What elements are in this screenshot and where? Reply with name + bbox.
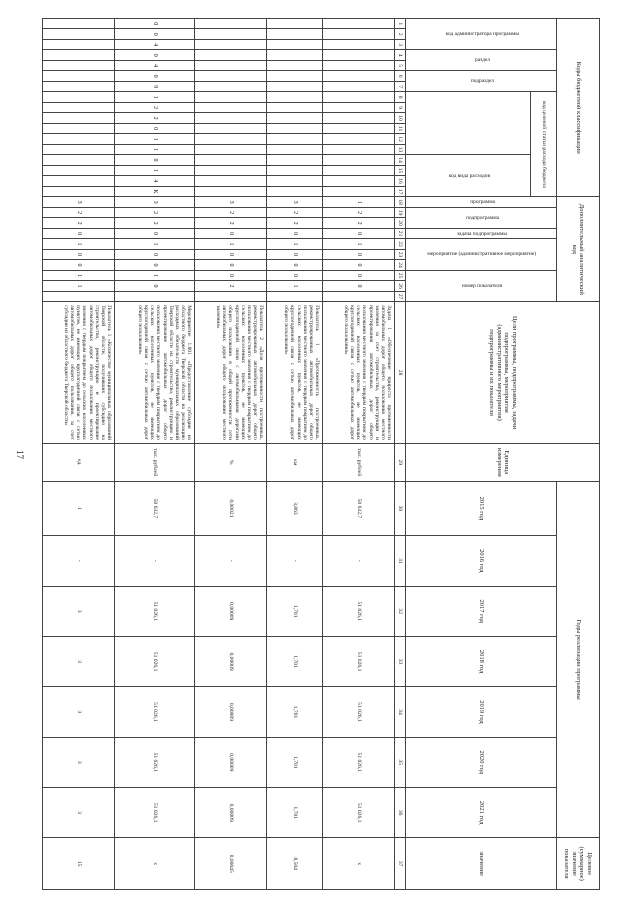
code-cell: [195, 155, 267, 165]
code-cell: [195, 176, 267, 186]
goal-text-cell: Мероприятие 1.001 «Предоставление субсидии из областного бюджета Тверской области на реализацию расходных обязательств муниципальных образований Тверской области на строительство, реконструкцию и проектирование автомобильных дорог общего пользования местного значения с твердым покрытием до сельских населенных пунктов, не имеющих круглогодичной связи с сетью автомобильных дорог общего пользования»: [115, 302, 195, 444]
code-cell: 0: [115, 249, 195, 259]
code-cell: [267, 102, 323, 112]
program-header: программа: [406, 197, 556, 207]
goal-column-header: Цели программы, подпрограммы, задачи подпрограммы, мероприятия (административного мероприятия) подпрограммы и их показатели: [406, 302, 600, 444]
code-cell: 1: [115, 144, 195, 154]
code-cell: [195, 113, 267, 123]
code-cell: [267, 50, 323, 60]
year-2016-header: 2016 год: [406, 536, 556, 586]
code-cell: 1: [195, 239, 267, 249]
code-cell: 0: [267, 260, 323, 270]
column-numbers-row: 1 2 3 4 5 6 7 8 9 10 11 12 13 14 15 16 17 18 19 20 21 22 23 24 25 26 27 28 29 30 31 32 33 34 35 36 37: [395, 19, 406, 890]
code-cell: [267, 123, 323, 133]
year-2015-header: 2015 год: [406, 481, 556, 536]
code-cell: [267, 113, 323, 123]
code-cell: 2: [115, 207, 195, 217]
code-cell: 2: [267, 207, 323, 217]
budget-codes-header: Коды бюджетной классификации: [556, 19, 599, 197]
expense-type-header: код вида расходов: [406, 155, 531, 197]
year-value-cell: 51 026,1: [323, 636, 395, 686]
code-cell: 0: [115, 71, 195, 81]
code-cell: [195, 50, 267, 60]
code-cell: [195, 71, 267, 81]
year-value-cell: -: [323, 536, 395, 586]
subsection-header: подраздел: [406, 71, 556, 92]
year-2020-header: 2020 год: [406, 737, 556, 787]
code-cell: [267, 39, 323, 49]
code-cell: 1: [267, 239, 323, 249]
code-cell: 0: [267, 228, 323, 238]
table-row: [267, 19, 323, 890]
code-cell: 3: [43, 197, 115, 207]
years-header: Годы реализации программы: [556, 481, 599, 838]
code-cell: 0: [115, 50, 195, 60]
code-cell: [323, 81, 395, 91]
code-cell: 0: [323, 249, 395, 259]
code-cell: [323, 165, 395, 175]
target-value-header: Целевое (суммарное) значение показателя: [556, 838, 599, 890]
year-value-cell: 3: [43, 586, 115, 636]
year-value-cell: 51 026,1: [115, 636, 195, 686]
year-value-cell: 1,701: [267, 636, 323, 686]
year-value-cell: 0,00009: [195, 787, 267, 837]
target-article-sub-a: [406, 92, 531, 155]
code-cell: [43, 71, 115, 81]
code-cell: 0: [267, 270, 323, 280]
code-cell: [195, 186, 267, 197]
code-cell: [43, 134, 115, 144]
year-2021-header: 2021 год: [406, 787, 556, 837]
year-value-cell: 51 026,1: [115, 586, 195, 636]
code-cell: [195, 19, 267, 29]
year-value-cell: 51 026,1: [115, 787, 195, 837]
code-cell: [323, 50, 395, 60]
code-cell: [267, 176, 323, 186]
rotated-page: [42, 18, 600, 890]
code-cell: [267, 92, 323, 102]
target-total-cell: 0,00045: [195, 838, 267, 890]
code-cell: 1: [115, 239, 195, 249]
code-cell: 1: [43, 281, 115, 291]
code-cell: 3: [115, 197, 195, 207]
code-cell: [323, 176, 395, 186]
code-cell: 0: [195, 270, 267, 280]
goal-text-cell: Показатель 1 «Количество муниципальных образований Тверской области, получивших субсидию на строительство, реконструкцию и проектирование автомобильных дорог общего пользования местного значения с твердым покрытием до сельских населенных пунктов, не имеющих круглогодичной связи с сетью автомобильных дорог общего пользования, за счет субсидии из областного бюджета Тверской области»: [43, 302, 115, 444]
year-value-cell: 1,701: [267, 586, 323, 636]
year-value-cell: 51 026,1: [115, 737, 195, 787]
code-cell: 0: [115, 281, 195, 291]
table-row: [195, 19, 267, 890]
year-value-cell: -: [267, 536, 323, 586]
target-total-cell: х: [323, 838, 395, 890]
code-cell: 0: [115, 19, 195, 29]
year-value-cell: 0,00021: [195, 481, 267, 536]
year-value-cell: 51 026,1: [323, 737, 395, 787]
code-cell: 1: [323, 197, 395, 207]
code-cell: 0: [115, 260, 195, 270]
code-cell: [195, 92, 267, 102]
header-row-1: [556, 19, 599, 890]
code-cell: 0: [267, 249, 323, 259]
code-cell: 1: [115, 134, 195, 144]
code-cell: [323, 134, 395, 144]
code-cell: К: [115, 186, 195, 197]
section-header: раздел: [406, 50, 556, 71]
code-cell: 1: [115, 92, 195, 102]
code-cell: 0: [323, 260, 395, 270]
code-cell: [267, 71, 323, 81]
code-cell: [43, 123, 115, 133]
goal-text-cell: Задача 1 «Обеспечение прироста протяженности автомобильных дорог общего пользования местного значения за счет строительства, реконструкции и проектирования автомобильных дорог общего пользования местного значения с твердым покрытием до сельских населенных пунктов, не имеющих круглогодичной связи с сетью автомобильных дорог общего пользования»: [323, 302, 395, 444]
code-cell: [43, 81, 115, 91]
code-cell: [323, 291, 395, 302]
unit-cell: %: [195, 443, 267, 481]
code-cell: [43, 60, 115, 70]
table-rotation-wrapper: [42, 18, 600, 890]
code-cell: 3: [267, 197, 323, 207]
code-cell: [43, 19, 115, 29]
code-cell: [195, 291, 267, 302]
year-value-cell: 0,00009: [195, 737, 267, 787]
year-value-cell: 50 632,7: [115, 481, 195, 536]
code-cell: 0: [43, 228, 115, 238]
code-cell: [267, 29, 323, 39]
code-cell: 9: [115, 81, 195, 91]
code-cell: 2: [115, 102, 195, 112]
code-cell: 1: [43, 270, 115, 280]
code-cell: [267, 144, 323, 154]
code-cell: [195, 39, 267, 49]
program-indicators-table: [42, 18, 600, 890]
code-cell: [195, 134, 267, 144]
code-cell: [195, 81, 267, 91]
code-cell: [43, 291, 115, 302]
code-cell: 0: [115, 29, 195, 39]
year-value-cell: 3: [43, 636, 115, 686]
value-header: значение: [406, 838, 556, 890]
year-value-cell: 0,00009: [195, 687, 267, 737]
year-2017-header: 2017 год: [406, 586, 556, 636]
code-cell: [43, 113, 115, 123]
code-cell: 1: [115, 270, 195, 280]
code-cell: [115, 291, 195, 302]
code-cell: [323, 92, 395, 102]
code-cell: [323, 155, 395, 165]
code-cell: 0: [323, 228, 395, 238]
code-cell: [43, 165, 115, 175]
code-cell: 1: [43, 239, 115, 249]
code-cell: [43, 186, 115, 197]
code-cell: [43, 155, 115, 165]
code-cell: 0: [115, 155, 195, 165]
code-cell: 2: [195, 281, 267, 291]
code-cell: [195, 123, 267, 133]
code-cell: 0: [43, 260, 115, 270]
code-cell: 0: [195, 260, 267, 270]
code-cell: [195, 102, 267, 112]
year-value-cell: 1,701: [267, 687, 323, 737]
unit-column-header: Единица измерения: [406, 443, 600, 481]
page-number: 17: [15, 450, 25, 459]
table-row: [115, 19, 195, 890]
code-cell: [195, 60, 267, 70]
code-cell: [43, 50, 115, 60]
target-article-header: код целевой статьи расхода бюджета: [531, 92, 556, 197]
subprogram-header: подпрограмма: [406, 207, 556, 228]
year-value-cell: 3: [43, 787, 115, 837]
code-cell: [323, 102, 395, 112]
code-cell: [43, 29, 115, 39]
code-cell: [195, 29, 267, 39]
event-number-header: номер показателя: [406, 270, 556, 301]
code-cell: [43, 144, 115, 154]
unit-cell: тыс. рублей: [115, 443, 195, 481]
code-cell: [267, 291, 323, 302]
year-value-cell: -: [115, 536, 195, 586]
code-cell: [267, 19, 323, 29]
code-cell: [267, 186, 323, 197]
target-total-cell: 8,504: [267, 838, 323, 890]
code-cell: 0: [195, 249, 267, 259]
code-cell: 1: [323, 239, 395, 249]
year-2018-header: 2018 год: [406, 636, 556, 686]
code-cell: [323, 123, 395, 133]
code-cell: 3: [195, 197, 267, 207]
code-cell: 0: [323, 270, 395, 280]
code-cell: [43, 92, 115, 102]
code-cell: [267, 60, 323, 70]
extra-code-header: Дополнительный аналитический код: [556, 197, 599, 302]
code-cell: 2: [43, 207, 115, 217]
table-row: [43, 19, 115, 890]
task-header: задача подпрограммы: [406, 228, 556, 238]
year-value-cell: 1,701: [267, 737, 323, 787]
code-cell: [323, 71, 395, 81]
code-cell: [323, 60, 395, 70]
code-cell: [43, 176, 115, 186]
code-cell: 2: [267, 218, 323, 228]
code-cell: [323, 29, 395, 39]
code-cell: [323, 144, 395, 154]
code-cell: 2: [115, 218, 195, 228]
year-value-cell: 51 026,1: [323, 687, 395, 737]
code-cell: 2: [195, 218, 267, 228]
unit-cell: км: [267, 443, 323, 481]
year-value-cell: 3: [43, 687, 115, 737]
code-cell: 1: [115, 165, 195, 175]
goal-text-cell: Показатель 2 «Доля протяженности построенных, реконструированных автомобильных дорог общего пользования местного значения с твердым покрытием до сельских населенных пунктов, не имеющих круглогодичной связи с автомобильными дорогами общего пользования в общей протяженности сети автомобильных дорог общего пользования местного значения»: [195, 302, 267, 444]
year-value-cell: 51 026,1: [115, 687, 195, 737]
year-value-cell: 51 026,1: [323, 586, 395, 636]
code-cell: 0: [323, 281, 395, 291]
admin-code-header: код администратора программы: [406, 19, 556, 50]
code-cell: [195, 144, 267, 154]
target-total-cell: 15: [43, 838, 115, 890]
year-value-cell: -: [43, 536, 115, 586]
code-cell: 2: [323, 218, 395, 228]
year-value-cell: 50 632,7: [323, 481, 395, 536]
code-cell: [43, 102, 115, 112]
code-cell: 2: [323, 207, 395, 217]
code-cell: 1: [267, 281, 323, 291]
code-cell: [195, 165, 267, 175]
code-cell: [267, 81, 323, 91]
code-cell: [323, 186, 395, 197]
target-total-cell: х: [115, 838, 195, 890]
code-cell: [323, 113, 395, 123]
code-cell: 0: [195, 228, 267, 238]
event-header: мероприятие (административное мероприятие): [406, 239, 556, 270]
code-cell: [323, 39, 395, 49]
code-cell: [43, 39, 115, 49]
code-cell: [267, 155, 323, 165]
year-value-cell: 3,863: [267, 481, 323, 536]
year-2019-header: 2019 год: [406, 687, 556, 737]
unit-cell: тыс. рублей: [323, 443, 395, 481]
code-cell: 0: [43, 249, 115, 259]
year-value-cell: 1: [43, 481, 115, 536]
year-value-cell: 1,701: [267, 787, 323, 837]
code-cell: 0: [115, 228, 195, 238]
goal-text-cell: Показатель 1 «Протяженность построенных, реконструированных автомобильных дорог общего пользования местного значения с твердым покрытием до сельских населенных пунктов, не имеющих круглогодичной связи с сетью автомобильных дорог общего пользования»: [267, 302, 323, 444]
code-cell: [267, 165, 323, 175]
code-cell: 4: [115, 39, 195, 49]
unit-cell: ед.: [43, 443, 115, 481]
code-cell: 4: [115, 60, 195, 70]
code-cell: 4: [115, 176, 195, 186]
code-cell: 2: [43, 218, 115, 228]
table-row: [323, 19, 395, 890]
code-cell: 2: [195, 207, 267, 217]
code-cell: 2: [115, 113, 195, 123]
year-value-cell: 0,00009: [195, 586, 267, 636]
year-value-cell: 0,00009: [195, 636, 267, 686]
code-cell: [323, 19, 395, 29]
year-value-cell: 51 026,1: [323, 787, 395, 837]
code-cell: 0: [115, 123, 195, 133]
year-value-cell: -: [195, 536, 267, 586]
year-value-cell: 3: [43, 737, 115, 787]
code-cell: [267, 134, 323, 144]
